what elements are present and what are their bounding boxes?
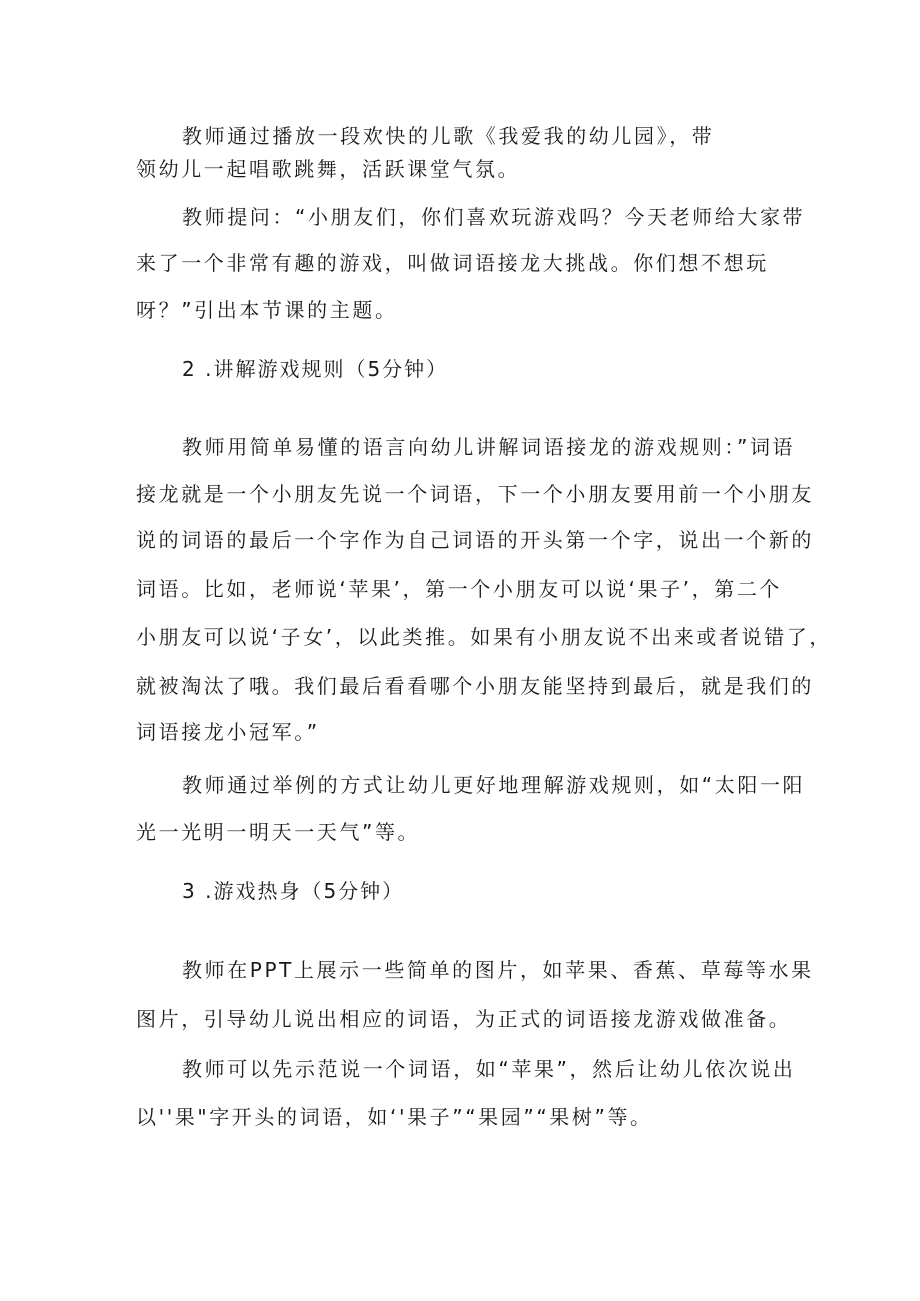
paragraph-line: 词语接龙小冠军。”	[136, 720, 320, 744]
paragraph-line: 呀？”引出本节课的主题。	[136, 298, 398, 322]
paragraph-line: 教师通过播放一段欢快的儿歌《我爱我的幼儿园》，带	[182, 124, 715, 148]
paragraph-line: 词语。比如，老师说‘苹果’，第一个小朋友可以说‘果子’，第二个	[136, 577, 783, 601]
section-heading: 3 .游戏热身（5分钟）	[182, 879, 405, 903]
paragraph-line: 小朋友可以说‘子女’，以此类推。如果有小朋友说不出来或者说错了，	[136, 625, 832, 649]
paragraph-line: 光一光明一明天一天气”等。	[136, 820, 421, 844]
section-heading: 2 .讲解游戏规则（5分钟）	[182, 357, 449, 381]
paragraph-line: 教师提问：“小朋友们，你们喜欢玩游戏吗？今天老师给大家带	[182, 205, 806, 229]
paragraph-line: 就被淘汰了哦。我们最后看看哪个小朋友能坚持到最后，就是我们的	[136, 674, 814, 698]
paragraph-line: 说的词语的最后一个字作为自己词语的开头第一个字，说出一个新的	[136, 528, 814, 552]
paragraph-line: 接龙就是一个小朋友先说一个词语，下一个小朋友要用前一个小朋友	[136, 482, 814, 506]
paragraph-line: 教师通过举例的方式让幼儿更好地理解游戏规则，如“太阳一阳	[182, 773, 806, 797]
paragraph-line: 教师可以先示范说一个词语，如“苹果”，然后让幼儿依次说出	[182, 1057, 796, 1081]
paragraph-line: 领幼儿一起唱歌跳舞，活跃课堂气氛。	[136, 157, 521, 181]
paragraph-line: 教师在PPT上展示一些简单的图片，如苹果、香蕉、草莓等水果	[182, 958, 814, 982]
paragraph-line: 来了一个非常有趣的游戏，叫做词语接龙大挑战。你们想不想玩	[136, 251, 769, 275]
paragraph-line: 图片，引导幼儿说出相应的词语，为正式的词语接龙游戏做准备。	[136, 1007, 792, 1031]
paragraph-line: 教师用简单易懂的语言向幼儿讲解词语接龙的游戏规则：”词语	[182, 435, 796, 459]
paragraph-line: 以''果"字开头的词语，如‘'果子”“果园”“果树”等。	[136, 1105, 653, 1129]
